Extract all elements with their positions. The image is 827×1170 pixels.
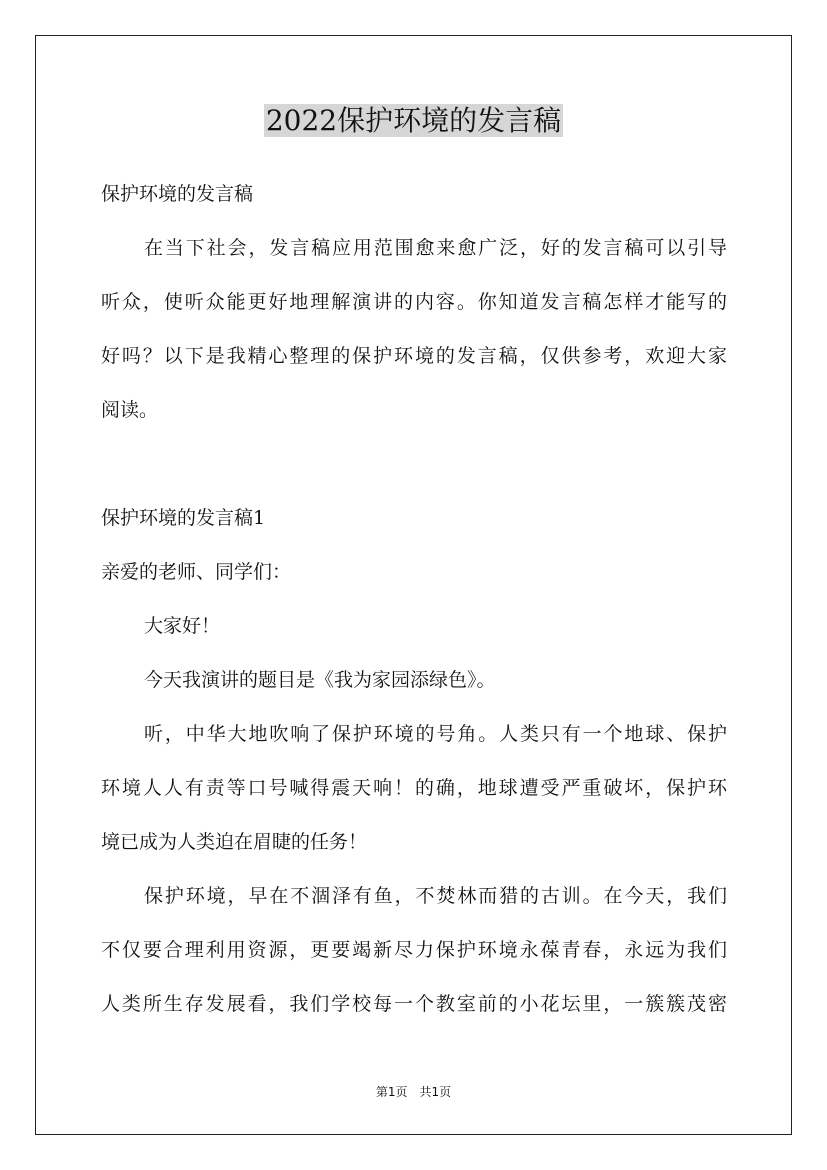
para1-line-3: 境已成为人类迫在眉睫的任务！ (101, 831, 368, 853)
topic-line: 今天我演讲的题目是《我为家园添绿色》。 (144, 669, 496, 691)
page-footer: 第1页 共1页 (375, 1085, 452, 1099)
para1-line-2: 环境人人有责等口号喊得震天响！的确，地球遭受严重破坏，保护环 (101, 777, 727, 799)
document-title (0, 100, 827, 142)
intro-line-2: 听众，使听众能更好地理解演讲的内容。你知道发言稿怎样才能写的 (101, 291, 727, 313)
document-title-text: 2022保护环境的发言稿 (265, 104, 562, 137)
intro-line-1: 在当下社会，发言稿应用范围愈来愈广泛，好的发言稿可以引导 (144, 237, 727, 259)
para1-line-1: 听，中华大地吹响了保护环境的号角。人类只有一个地球、保护 (144, 723, 727, 745)
greeting: 大家好！ (144, 615, 221, 637)
intro-line-4: 阅读。 (101, 399, 159, 421)
document-subtitle: 保护环境的发言稿 (101, 183, 254, 205)
section-heading: 保护环境的发言稿1 (101, 507, 266, 529)
para2-line-3: 人类所生存发展看，我们学校每一个教室前的小花坛里，一簇簇茂密 (101, 993, 727, 1015)
para2-line-2: 不仅要合理利用资源，更要竭新尽力保护环境永葆青春，永远为我们 (101, 939, 727, 961)
salutation: 亲爱的老师、同学们： (101, 561, 292, 583)
para2-line-1: 保护环境，早在不涸泽有鱼，不焚林而猎的古训。在今天，我们 (144, 885, 727, 907)
intro-line-3: 好吗？以下是我精心整理的保护环境的发言稿，仅供参考，欢迎大家 (101, 345, 727, 367)
